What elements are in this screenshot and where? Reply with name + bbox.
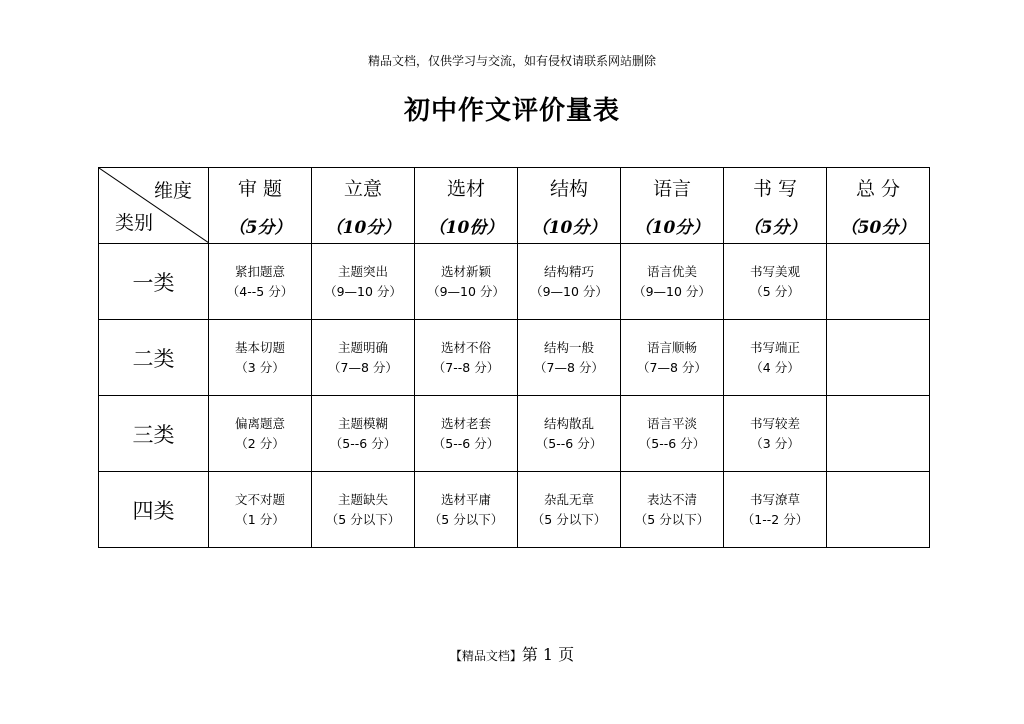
cell-description: 基本切题 [234, 339, 285, 355]
table-cell [827, 396, 930, 472]
cell-description: 结构散乱 [543, 415, 594, 431]
page-footer [0, 642, 1024, 665]
table-cell [209, 472, 312, 548]
cell-description: 结构精巧 [543, 263, 594, 279]
column-name: 总 分 [855, 177, 901, 200]
column-name: 立意 [343, 177, 382, 200]
cell-description: 主题明确 [337, 339, 388, 355]
cell-description: 偏离题意 [234, 415, 285, 431]
header-note: 精品文档，仅供学习与交流，如有侵权请联系网站删除 [367, 54, 656, 68]
table-cell [827, 472, 930, 548]
column-header [518, 168, 621, 244]
cell-score: （3 分） [235, 359, 285, 375]
table-cell [827, 320, 930, 396]
cell-score: （3 分） [750, 435, 800, 451]
cell-description: 语言优美 [646, 263, 697, 279]
column-max-score: （50分） [840, 217, 916, 238]
column-name: 语言 [652, 177, 691, 200]
cell-score: （5--6 分） [329, 435, 397, 451]
cell-description: 书写端正 [749, 339, 800, 355]
cell-description: 文不对题 [234, 491, 285, 507]
cell-description: 语言顺畅 [646, 339, 697, 355]
cell-score: （9—10 分） [427, 283, 505, 299]
column-max-score: （10份） [428, 217, 504, 238]
cell-description: 书写潦草 [749, 491, 800, 507]
corner-cell [99, 168, 209, 244]
table-cell [312, 396, 415, 472]
table-row [99, 472, 930, 548]
table-cell [415, 244, 518, 320]
table-cell [827, 244, 930, 320]
table-row [99, 320, 930, 396]
column-max-score: （10分） [634, 217, 710, 238]
cell-score: （5 分以下） [531, 511, 607, 527]
footer-tag: 【精品文档】 [449, 649, 522, 663]
column-name: 选材 [446, 177, 485, 200]
cell-score: （5--6 分） [638, 435, 706, 451]
table-cell [312, 244, 415, 320]
cell-description: 主题缺失 [337, 491, 388, 507]
column-max-score: （5分） [228, 217, 292, 238]
cell-description: 选材老套 [440, 415, 491, 431]
table-cell [724, 320, 827, 396]
row-category: 四类 [99, 472, 209, 548]
cell-score: （5--6 分） [432, 435, 500, 451]
page-number: 第 1 页 [521, 645, 575, 664]
table-cell [724, 396, 827, 472]
cell-score: （7—8 分） [328, 359, 398, 375]
cell-description: 语言平淡 [646, 415, 697, 431]
cell-description: 表达不清 [646, 491, 697, 507]
category-label: 类别 [115, 212, 154, 234]
cell-description: 选材不俗 [440, 339, 491, 355]
column-name: 审 题 [237, 177, 283, 200]
table-cell [518, 396, 621, 472]
table-cell [518, 244, 621, 320]
cell-description: 杂乱无章 [543, 491, 594, 507]
cell-score: （9—10 分） [530, 283, 608, 299]
cell-description: 主题模糊 [337, 415, 388, 431]
table-cell [415, 472, 518, 548]
rubric-table [98, 167, 930, 548]
row-category: 三类 [99, 396, 209, 472]
column-header [724, 168, 827, 244]
column-name: 结构 [549, 177, 588, 200]
cell-score: （2 分） [235, 435, 285, 451]
cell-score: （7—8 分） [534, 359, 604, 375]
column-header [621, 168, 724, 244]
cell-score: （5 分以下） [325, 511, 401, 527]
cell-score: （1--2 分） [741, 511, 809, 527]
row-category: 一类 [99, 244, 209, 320]
cell-description: 书写较差 [749, 415, 800, 431]
cell-score: （5--6 分） [535, 435, 603, 451]
table-cell [724, 472, 827, 548]
column-max-score: （5分） [743, 217, 807, 238]
table-cell [312, 472, 415, 548]
cell-score: （7--8 分） [432, 359, 500, 375]
column-header [827, 168, 930, 244]
cell-score: （9—10 分） [324, 283, 402, 299]
dimension-label: 维度 [153, 180, 192, 202]
cell-score: （4--5 分） [226, 283, 294, 299]
cell-score: （5 分以下） [428, 511, 504, 527]
column-max-score: （10分） [325, 217, 401, 238]
column-name: 书 写 [752, 177, 798, 200]
table-row [99, 244, 930, 320]
cell-score: （5 分以下） [634, 511, 710, 527]
cell-score: （7—8 分） [637, 359, 707, 375]
cell-description: 书写美观 [749, 263, 800, 279]
cell-score: （4 分） [750, 359, 800, 375]
cell-score: （9—10 分） [633, 283, 711, 299]
table-cell [209, 396, 312, 472]
table-cell [621, 396, 724, 472]
header-row [99, 168, 930, 244]
column-header [415, 168, 518, 244]
table-cell [209, 320, 312, 396]
table-cell [724, 244, 827, 320]
row-category: 二类 [99, 320, 209, 396]
column-header [209, 168, 312, 244]
cell-description: 结构一般 [543, 339, 594, 355]
table-cell [415, 396, 518, 472]
cell-description: 选材新颖 [440, 263, 491, 279]
table-cell [518, 472, 621, 548]
cell-score: （1 分） [235, 511, 285, 527]
cell-description: 紧扣题意 [234, 263, 285, 279]
table-cell [209, 244, 312, 320]
column-max-score: （10分） [531, 217, 607, 238]
cell-score: （5 分） [750, 283, 800, 299]
cell-description: 选材平庸 [440, 491, 491, 507]
table-cell [621, 472, 724, 548]
table-cell [621, 320, 724, 396]
table-cell [415, 320, 518, 396]
table-cell [312, 320, 415, 396]
cell-description: 主题突出 [337, 263, 388, 279]
page-title: 初中作文评价量表 [403, 96, 620, 126]
table-cell [621, 244, 724, 320]
column-header [312, 168, 415, 244]
table-row [99, 396, 930, 472]
table-cell [518, 320, 621, 396]
